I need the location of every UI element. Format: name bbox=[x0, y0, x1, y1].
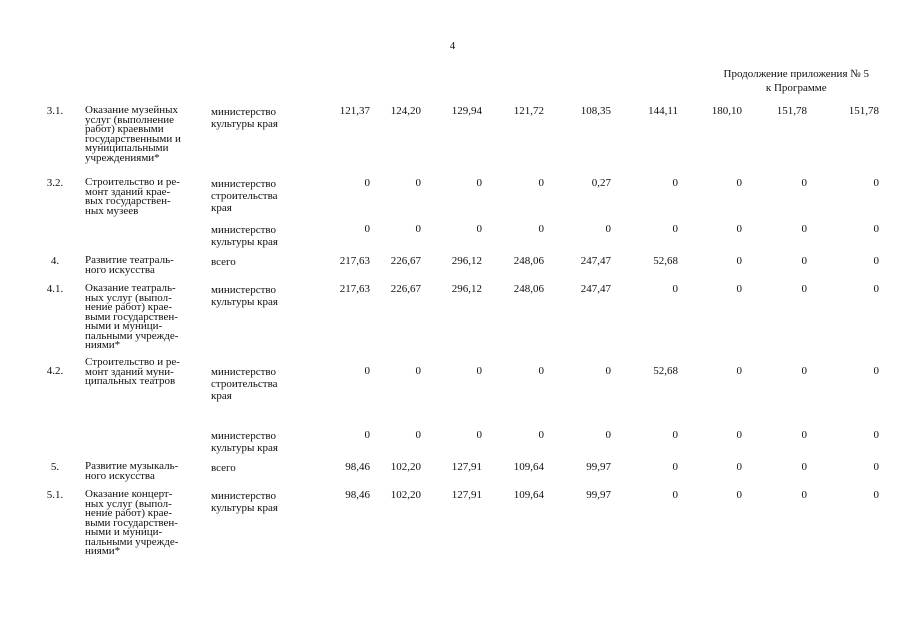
row-value: 0 bbox=[476, 223, 482, 235]
row-value: 0 bbox=[801, 283, 807, 295]
row-value: 121,72 bbox=[513, 105, 544, 117]
row-value: 0 bbox=[873, 223, 879, 235]
row-value: 0 bbox=[873, 489, 879, 501]
row-value: 248,06 bbox=[513, 283, 544, 295]
row-value: 0 bbox=[538, 223, 544, 235]
row-executor: министерство культуры края bbox=[211, 106, 278, 130]
row-value: 0 bbox=[364, 177, 370, 189]
row-number: 3.2. bbox=[46, 177, 64, 189]
row-value: 0 bbox=[364, 223, 370, 235]
row-value: 0 bbox=[605, 223, 611, 235]
appendix-line-2: к Программе bbox=[765, 82, 827, 94]
row-value: 0 bbox=[801, 489, 807, 501]
row-value: 0 bbox=[415, 177, 421, 189]
row-executor: министерство культуры края bbox=[211, 490, 278, 514]
row-value: 0 bbox=[736, 255, 742, 267]
row-value: 124,20 bbox=[390, 105, 421, 117]
row-value: 0 bbox=[672, 223, 678, 235]
row-value: 180,10 bbox=[711, 105, 742, 117]
row-number: 4.1. bbox=[46, 283, 64, 295]
row-value: 0 bbox=[538, 365, 544, 377]
row-value: 102,20 bbox=[390, 461, 421, 473]
row-value: 151,78 bbox=[848, 105, 879, 117]
row-value: 0 bbox=[538, 177, 544, 189]
row-value: 226,67 bbox=[390, 283, 421, 295]
row-value: 0 bbox=[801, 177, 807, 189]
row-number: 5. bbox=[50, 461, 60, 473]
row-value: 226,67 bbox=[390, 255, 421, 267]
row-number: 4. bbox=[50, 255, 60, 267]
row-value: 0 bbox=[672, 489, 678, 501]
row-value: 0 bbox=[672, 283, 678, 295]
row-value: 0,27 bbox=[591, 177, 611, 189]
row-executor: министерство строительства края bbox=[211, 366, 278, 402]
row-value: 108,35 bbox=[580, 105, 611, 117]
row-value: 0 bbox=[736, 461, 742, 473]
row-value: 0 bbox=[415, 429, 421, 441]
appendix-caption bbox=[724, 67, 869, 95]
row-value: 127,91 bbox=[451, 461, 482, 473]
row-value: 0 bbox=[476, 429, 482, 441]
row-value: 0 bbox=[801, 255, 807, 267]
row-name: Оказание театраль- ных услуг (выпол- нение работ) крае- выми государствен- ными и муници- пальными учрежде- ниями* bbox=[85, 282, 179, 351]
row-value: 217,63 bbox=[339, 255, 370, 267]
row-value: 129,94 bbox=[451, 105, 482, 117]
row-value: 0 bbox=[873, 283, 879, 295]
row-value: 0 bbox=[538, 429, 544, 441]
row-value: 248,06 bbox=[513, 255, 544, 267]
appendix-line-1: Продолжение приложения № 5 bbox=[723, 68, 869, 80]
row-value: 121,37 bbox=[339, 105, 370, 117]
row-value: 102,20 bbox=[390, 489, 421, 501]
row-executor: министерство культуры края bbox=[211, 224, 278, 248]
row-value: 98,46 bbox=[345, 489, 370, 501]
row-number: 3.1. bbox=[46, 105, 64, 117]
row-value: 0 bbox=[736, 177, 742, 189]
row-value: 109,64 bbox=[513, 461, 544, 473]
row-value: 98,46 bbox=[345, 461, 370, 473]
row-value: 296,12 bbox=[451, 283, 482, 295]
row-executor: всего bbox=[211, 256, 236, 268]
row-name: Оказание музейных услуг (выполнение работ) краевыми государственными и муниципальными учреждениями* bbox=[85, 104, 181, 164]
row-value: 247,47 bbox=[580, 283, 611, 295]
row-value: 0 bbox=[364, 365, 370, 377]
row-value: 0 bbox=[801, 223, 807, 235]
row-value: 0 bbox=[801, 365, 807, 377]
row-value: 0 bbox=[476, 365, 482, 377]
row-value: 0 bbox=[736, 283, 742, 295]
row-value: 0 bbox=[873, 177, 879, 189]
row-value: 0 bbox=[873, 365, 879, 377]
row-value: 0 bbox=[672, 177, 678, 189]
row-value: 0 bbox=[605, 365, 611, 377]
row-value: 0 bbox=[873, 429, 879, 441]
row-value: 247,47 bbox=[580, 255, 611, 267]
row-value: 0 bbox=[801, 429, 807, 441]
row-value: 127,91 bbox=[451, 489, 482, 501]
row-value: 99,97 bbox=[586, 461, 611, 473]
row-value: 0 bbox=[672, 429, 678, 441]
row-executor: министерство культуры края bbox=[211, 430, 278, 454]
row-value: 52,68 bbox=[653, 365, 678, 377]
row-value: 296,12 bbox=[451, 255, 482, 267]
row-number: 5.1. bbox=[46, 489, 64, 501]
row-value: 109,64 bbox=[513, 489, 544, 501]
row-value: 0 bbox=[415, 365, 421, 377]
row-executor: министерство строительства края bbox=[211, 178, 278, 214]
row-name: Развитие театраль- ного искусства bbox=[85, 254, 174, 276]
row-name: Строительство и ре- монт зданий крае- вых государствен- ных музеев bbox=[85, 176, 180, 217]
row-executor: министерство культуры края bbox=[211, 284, 278, 308]
row-value: 151,78 bbox=[776, 105, 807, 117]
row-value: 52,68 bbox=[653, 255, 678, 267]
row-value: 0 bbox=[476, 177, 482, 189]
row-name: Строительство и ре- монт зданий муни- ципальных театров bbox=[85, 356, 180, 387]
row-value: 0 bbox=[736, 223, 742, 235]
row-value: 0 bbox=[873, 461, 879, 473]
row-number: 4.2. bbox=[46, 365, 64, 377]
row-executor: всего bbox=[211, 462, 236, 474]
row-value: 0 bbox=[672, 461, 678, 473]
row-value: 0 bbox=[736, 429, 742, 441]
row-value: 0 bbox=[415, 223, 421, 235]
row-value: 0 bbox=[736, 365, 742, 377]
row-name: Оказание концерт- ных услуг (выпол- нение работ) крае- выми государствен- ными и муници- пальными учрежде- ниями* bbox=[85, 488, 179, 557]
row-value: 0 bbox=[873, 255, 879, 267]
row-value: 0 bbox=[605, 429, 611, 441]
page-number: 4 bbox=[449, 40, 456, 52]
row-value: 0 bbox=[364, 429, 370, 441]
row-value: 217,63 bbox=[339, 283, 370, 295]
row-name: Развитие музыкаль- ного искусства bbox=[85, 460, 179, 482]
row-value: 99,97 bbox=[586, 489, 611, 501]
row-value: 144,11 bbox=[648, 105, 678, 117]
row-value: 0 bbox=[736, 489, 742, 501]
row-value: 0 bbox=[801, 461, 807, 473]
